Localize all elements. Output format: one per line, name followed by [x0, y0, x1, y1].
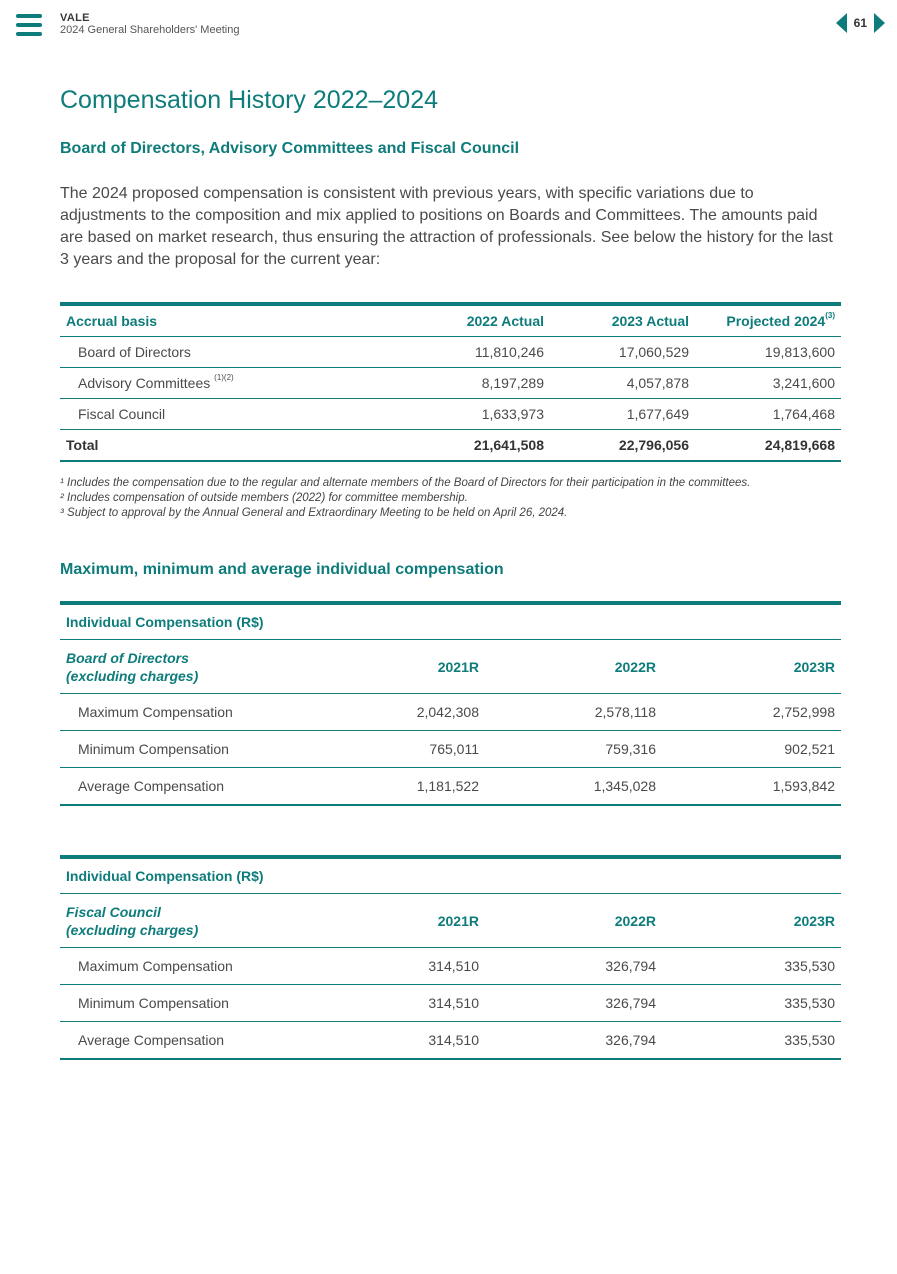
table-header-row	[60, 640, 841, 694]
row-label: Board of Directors	[60, 337, 400, 368]
table-header-row	[60, 894, 841, 948]
row-label: Average Compensation	[60, 1022, 310, 1060]
brand-subtitle: 2024 General Shareholders' Meeting	[60, 24, 240, 36]
cell-value: 1,764,468	[695, 399, 841, 430]
table-caption: Individual Compensation (R$)	[60, 857, 841, 894]
page-title: Compensation History 2022–2024	[60, 86, 439, 114]
hamburger-menu-icon[interactable]	[16, 14, 42, 36]
footnote-3: ³ Subject to approval by the Annual General and Extraordinary Meeting to be held on April 26, 2024.	[60, 507, 568, 519]
cell-value: 1,633,973	[400, 399, 550, 430]
total-label: Total	[60, 430, 400, 462]
cell-value: 335,530	[662, 948, 841, 985]
cell-value: 1,345,028	[485, 768, 662, 806]
row-label: Minimum Compensation	[60, 985, 310, 1022]
page-navigator	[836, 12, 885, 34]
group-header: Fiscal Council (excluding charges)	[60, 894, 310, 948]
row-label: Minimum Compensation	[60, 731, 310, 768]
cell-value: 11,810,246	[400, 337, 550, 368]
total-row	[60, 430, 841, 462]
cell-value: 335,530	[662, 1022, 841, 1060]
column-header-year: 2023R	[662, 640, 841, 694]
column-header-2023-actual: 2023 Actual	[550, 304, 695, 337]
footnote-reference: (1)(2)	[214, 373, 234, 382]
cell-value: 326,794	[485, 985, 662, 1022]
next-page-icon[interactable]	[874, 13, 885, 33]
column-header-year: 2023R	[662, 894, 841, 948]
table-caption-row	[60, 857, 841, 894]
column-header-projected-2024: Projected 2024$^{(3)}$	[695, 304, 841, 337]
cell-value: 765,011	[310, 731, 485, 768]
column-header-year: 2022R	[485, 640, 662, 694]
row-label: Maximum Compensation	[60, 948, 310, 985]
row-label: Average Compensation	[60, 768, 310, 806]
table-row	[60, 1022, 841, 1060]
page-number: 61	[853, 16, 867, 30]
previous-page-icon[interactable]	[836, 13, 847, 33]
footnote-2: ² Includes compensation of outside members (2022) for committee membership.	[60, 492, 468, 504]
accrual-table	[60, 302, 841, 462]
table-header-row	[60, 304, 841, 337]
cell-value: 759,316	[485, 731, 662, 768]
cell-value: 17,060,529	[550, 337, 695, 368]
brand-name: VALE	[60, 12, 90, 24]
row-label: Maximum Compensation	[60, 694, 310, 731]
intro-paragraph: The 2024 proposed compensation is consistent with previous years, with specific variations due to adjustments to the composition and mix applied to positions on Boards and Committees. The amounts paid are based on market research, thus ensuring the attraction of professionals. See below the history for the last 3 years and the proposal for the current year:	[60, 185, 833, 268]
fiscal-council-compensation-table	[60, 855, 841, 1060]
table-row	[60, 731, 841, 768]
cell-value: 326,794	[485, 948, 662, 985]
column-header-2022-actual: 2022 Actual	[400, 304, 550, 337]
column-header-year: 2021R	[310, 640, 485, 694]
column-header-year: 2021R	[310, 894, 485, 948]
cell-value: 314,510	[310, 948, 485, 985]
total-value: 24,819,668	[695, 430, 841, 462]
cell-value: 4,057,878	[550, 368, 695, 399]
cell-value: 1,593,842	[662, 768, 841, 806]
table-row	[60, 948, 841, 985]
cell-value: 326,794	[485, 1022, 662, 1060]
cell-value: 19,813,600	[695, 337, 841, 368]
section-heading-individual-compensation: Maximum, minimum and average individual compensation	[60, 561, 504, 578]
row-label: Advisory Committees $^{(1)(2)}$	[60, 368, 400, 399]
column-header-accrual-basis: Accrual basis	[60, 304, 400, 337]
table-row	[60, 768, 841, 806]
table-caption: Individual Compensation (R$)	[60, 603, 841, 640]
table-row	[60, 368, 841, 399]
table-caption-row	[60, 603, 841, 640]
column-header-year: 2022R	[485, 894, 662, 948]
cell-value: 314,510	[310, 985, 485, 1022]
cell-value: 902,521	[662, 731, 841, 768]
cell-value: 1,677,649	[550, 399, 695, 430]
cell-value: 335,530	[662, 985, 841, 1022]
row-label: Fiscal Council	[60, 399, 400, 430]
table-row	[60, 694, 841, 731]
section-heading-board-committees: Board of Directors, Advisory Committees and Fiscal Council	[60, 140, 520, 157]
top-bar	[0, 0, 897, 46]
group-header: Board of Directors (excluding charges)	[60, 640, 310, 694]
cell-value: 2,042,308	[310, 694, 485, 731]
cell-value: 8,197,289	[400, 368, 550, 399]
table-row	[60, 337, 841, 368]
footnote-1: ¹ Includes the compensation due to the regular and alternate members of the Board of Directors for their participation in the committees.	[60, 477, 751, 489]
cell-value: 1,181,522	[310, 768, 485, 806]
cell-value: 3,241,600	[695, 368, 841, 399]
cell-value: 2,752,998	[662, 694, 841, 731]
board-compensation-table	[60, 601, 841, 806]
cell-value: 314,510	[310, 1022, 485, 1060]
cell-value: 2,578,118	[485, 694, 662, 731]
brand	[60, 12, 239, 37]
footnotes	[60, 476, 850, 521]
total-value: 22,796,056	[550, 430, 695, 462]
total-value: 21,641,508	[400, 430, 550, 462]
table-row	[60, 399, 841, 430]
table-row	[60, 985, 841, 1022]
